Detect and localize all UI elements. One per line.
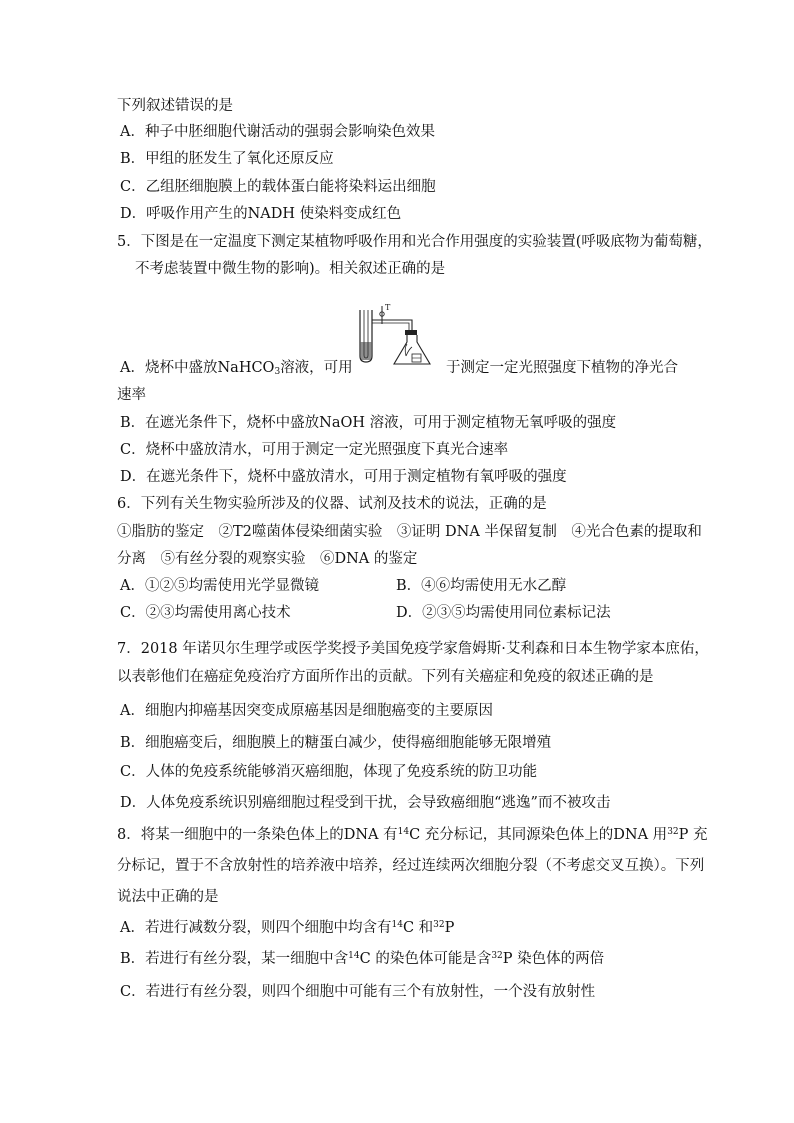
- valve-label: T: [385, 303, 391, 312]
- isotope-32p-mass: 32: [667, 827, 679, 837]
- q7-stem-line2: 以表彰他们在癌症免疫治疗方面所作出的贡献。下列有关癌症和免疫的叙述正确的是: [117, 669, 654, 685]
- q6-stem: 6．下列有关生物实验所涉及的仪器、试剂及技术的说法，正确的是: [117, 496, 547, 512]
- q7-option-c: C．人体的免疫系统能够消灭癌细胞，体现了免疫系统的防卫功能: [120, 764, 538, 780]
- q5-chem-subscript: 3: [274, 367, 281, 377]
- q8-stem-line3: 说法中正确的是: [117, 889, 219, 905]
- q5-option-a-post: 于测定一定光照强度下植物的净光合: [446, 360, 678, 376]
- q8-option-b-mid: C 的染色体可能是含: [359, 951, 492, 967]
- q6-option-c: C．②③均需使用离心技术: [120, 605, 291, 621]
- plant-icon: [405, 344, 412, 356]
- q8-option-b: [120, 949, 604, 969]
- q8-b-sup-32: 32: [491, 951, 503, 961]
- q7-stem-line1: 7．2018 年诺贝尔生理学或医学奖授予美国免疫学家詹姆斯·艾利森和日本生物学家本庶佑，: [117, 641, 709, 657]
- q5-option-d: D．在遮光条件下，烧杯中盛放清水，可用于测定植物有氧呼吸的强度: [120, 469, 567, 485]
- q5-option-a-cont: 速率: [117, 387, 146, 403]
- q8-b-sup-14: 14: [348, 951, 360, 961]
- q8-option-b-post: P 染色体的两倍: [502, 951, 605, 967]
- q5-option-a-pre: A．烧杯中盛放: [120, 360, 218, 376]
- q8-line1-c: P 充: [678, 827, 708, 843]
- q6-option-d: D．②③⑤均需使用同位素标记法: [396, 605, 611, 621]
- q8-stem-line1: [117, 825, 708, 845]
- q8-option-a-mid: C 和: [402, 920, 434, 936]
- q6-items-line2: 分离 ⑤有丝分裂的观察实验 ⑥DNA 的鉴定: [117, 551, 418, 567]
- q8-option-c: C．若进行有丝分裂，则四个细胞中可能有三个有放射性，一个没有放射性: [120, 984, 596, 1000]
- q4-option-c: C．乙组胚细胞膜上的载体蛋白能将染料运出细胞: [120, 179, 436, 195]
- q5-option-b: B．在遮光条件下，烧杯中盛放NaOH 溶液，可用于测定植物无氧呼吸的强度: [120, 415, 617, 431]
- q8-line1-a: 8．将某一细胞中的一条染色体上的DNA 有: [117, 827, 398, 843]
- q6-option-a: A．①②⑤均需使用光学显微镜: [120, 578, 319, 594]
- q8-line1-b: C 充分标记，其同源染色体上的DNA 用: [409, 827, 668, 843]
- q6-items-line1: ①脂肪的鉴定 ②T2噬菌体侵染细菌实验 ③证明 DNA 半保留复制 ④光合色素的提取和: [117, 524, 702, 540]
- q8-a-sup-32: 32: [433, 920, 445, 930]
- q5-option-c: C．烧杯中盛放清水，可用于测定一定光照强度下真光合速率: [120, 442, 509, 458]
- q7-option-a: A．细胞内抑癌基因突变成原癌基因是细胞癌变的主要原因: [120, 703, 493, 719]
- manometer-liquid: [361, 342, 371, 360]
- q4-option-d: D．呼吸作用产生的NADH 使染料变成红色: [120, 206, 402, 222]
- q8-option-a: [120, 918, 454, 938]
- q7-option-b: B．细胞癌变后，细胞膜上的糖蛋白减少，使得癌细胞能够无限增殖: [120, 735, 552, 751]
- q8-a-sup-14: 14: [391, 920, 403, 930]
- q8-option-b-pre: B．若进行有丝分裂，某一细胞中含: [120, 951, 349, 967]
- q7-option-d: D．人体免疫系统识别癌细胞过程受到干扰，会导致癌细胞“逃逸”而不被攻击: [120, 795, 611, 811]
- q8-stem-line2: 分标记，置于不含放射性的培养液中培养，经过连续两次细胞分裂（不考虑交叉互换）。下列: [117, 858, 705, 874]
- apparatus-diagram: [350, 300, 446, 368]
- q6-option-b: B．④⑥均需使用无水乙醇: [396, 578, 567, 594]
- q4-stem-tail: 下列叙述错误的是: [117, 98, 233, 114]
- q5-chem-nahco3: NaHCO: [217, 360, 275, 376]
- q5-stem-line2: 不考虑装置中微生物的影响)。相关叙述正确的是: [135, 261, 446, 277]
- q4-option-b: B．甲组的胚发生了氧化还原反应: [120, 151, 334, 167]
- q5-option-a-mid: 溶液，可用: [280, 360, 353, 376]
- flask-stopper: [405, 330, 417, 335]
- q8-option-a-pre: A．若进行减数分裂，则四个细胞中均含有: [120, 920, 392, 936]
- q8-option-a-post: P: [444, 920, 455, 936]
- q4-option-a: A．种子中胚细胞代谢活动的强弱会影响染色效果: [120, 124, 435, 140]
- q5-option-a: [120, 358, 353, 378]
- isotope-14c-mass: 14: [397, 827, 410, 837]
- q5-stem-line1: 5．下图是在一定温度下测定某植物呼吸作用和光合作用强度的实验装置(呼吸底物为葡萄糖，: [117, 234, 712, 250]
